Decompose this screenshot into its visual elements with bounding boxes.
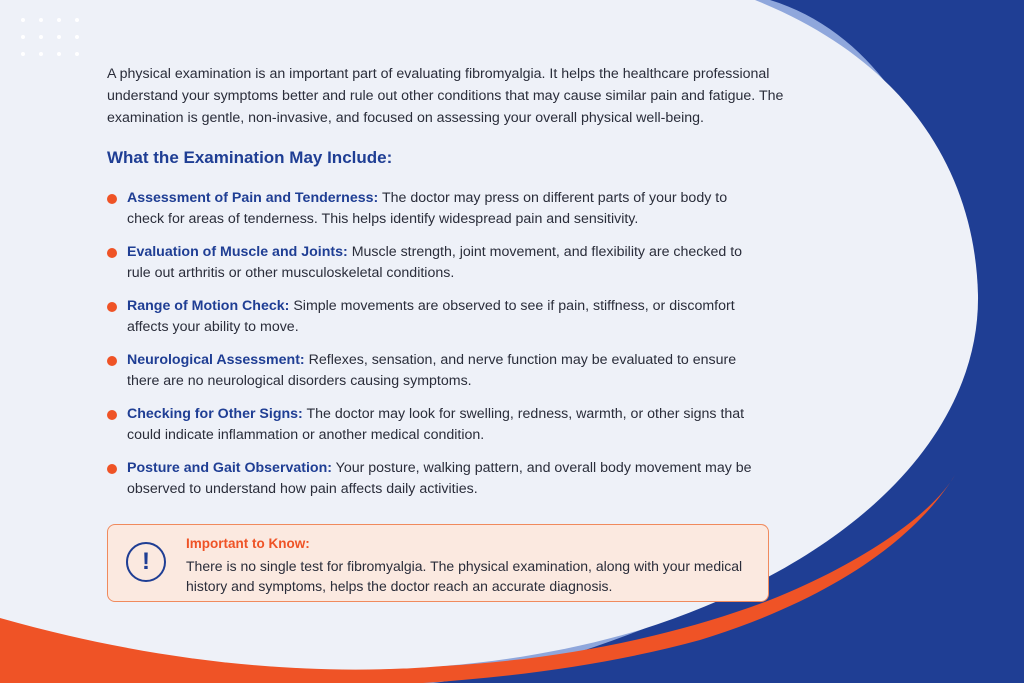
intro-paragraph: A physical examination is an important part of evaluating fibromyalgia. It helps the healthcare professional understand your symptoms better and rule out other conditions that may cause similar pain and fatigue. The examination is gentle, non-invasive, and focused on assessing your overall physical well-being.	[107, 66, 784, 126]
list-item	[107, 350, 767, 392]
item-title: Assessment of Pain and Tenderness:	[127, 190, 379, 206]
orange-bullet-icon	[107, 356, 117, 366]
item-text: Your posture, walking pattern, and overall body movement may be observed to understand how pain affects daily activities.	[127, 460, 752, 497]
item-title: Evaluation of Muscle and Joints:	[127, 244, 348, 260]
list-item	[107, 242, 767, 284]
list-item	[107, 458, 767, 500]
list-item	[107, 296, 767, 338]
section-heading: What the Examination May Include:	[107, 148, 393, 167]
orange-bullet-icon	[107, 248, 117, 258]
examination-list	[107, 188, 767, 512]
exclamation-circle-icon: !	[126, 542, 166, 582]
item-text: Muscle strength, joint movement, and flexibility are checked to rule out arthritis or other musculoskeletal conditions.	[127, 244, 743, 281]
orange-bullet-icon	[107, 302, 117, 312]
list-item	[107, 404, 767, 446]
item-title: Range of Motion Check:	[127, 298, 290, 314]
callout-text: There is no single test for fibromyalgia. The physical examination, along with your medical history and symptoms, helps the doctor reach an accurate diagnosis.	[186, 558, 743, 594]
callout-title: Important to Know:	[186, 536, 310, 551]
item-title: Checking for Other Signs:	[127, 406, 303, 422]
item-title: Neurological Assessment:	[127, 352, 305, 368]
list-item	[107, 188, 767, 230]
item-text: Reflexes, sensation, and nerve function may be evaluated to ensure there are no neurological disorders causing symptoms.	[127, 352, 737, 389]
important-callout	[107, 524, 769, 602]
decorative-dot-grid	[21, 18, 77, 58]
item-title: Posture and Gait Observation:	[127, 460, 332, 476]
orange-bullet-icon	[107, 194, 117, 204]
orange-bullet-icon	[107, 410, 117, 420]
item-text: The doctor may look for swelling, redness, warmth, or other signs that could indicate inflammation or another medical condition.	[127, 406, 745, 443]
orange-bullet-icon	[107, 464, 117, 474]
item-text: The doctor may press on different parts of your body to check for areas of tenderness. This helps identify widespread pain and sensitivity.	[127, 190, 728, 227]
item-text: Simple movements are observed to see if pain, stiffness, or discomfort affects your ability to move.	[127, 298, 735, 335]
